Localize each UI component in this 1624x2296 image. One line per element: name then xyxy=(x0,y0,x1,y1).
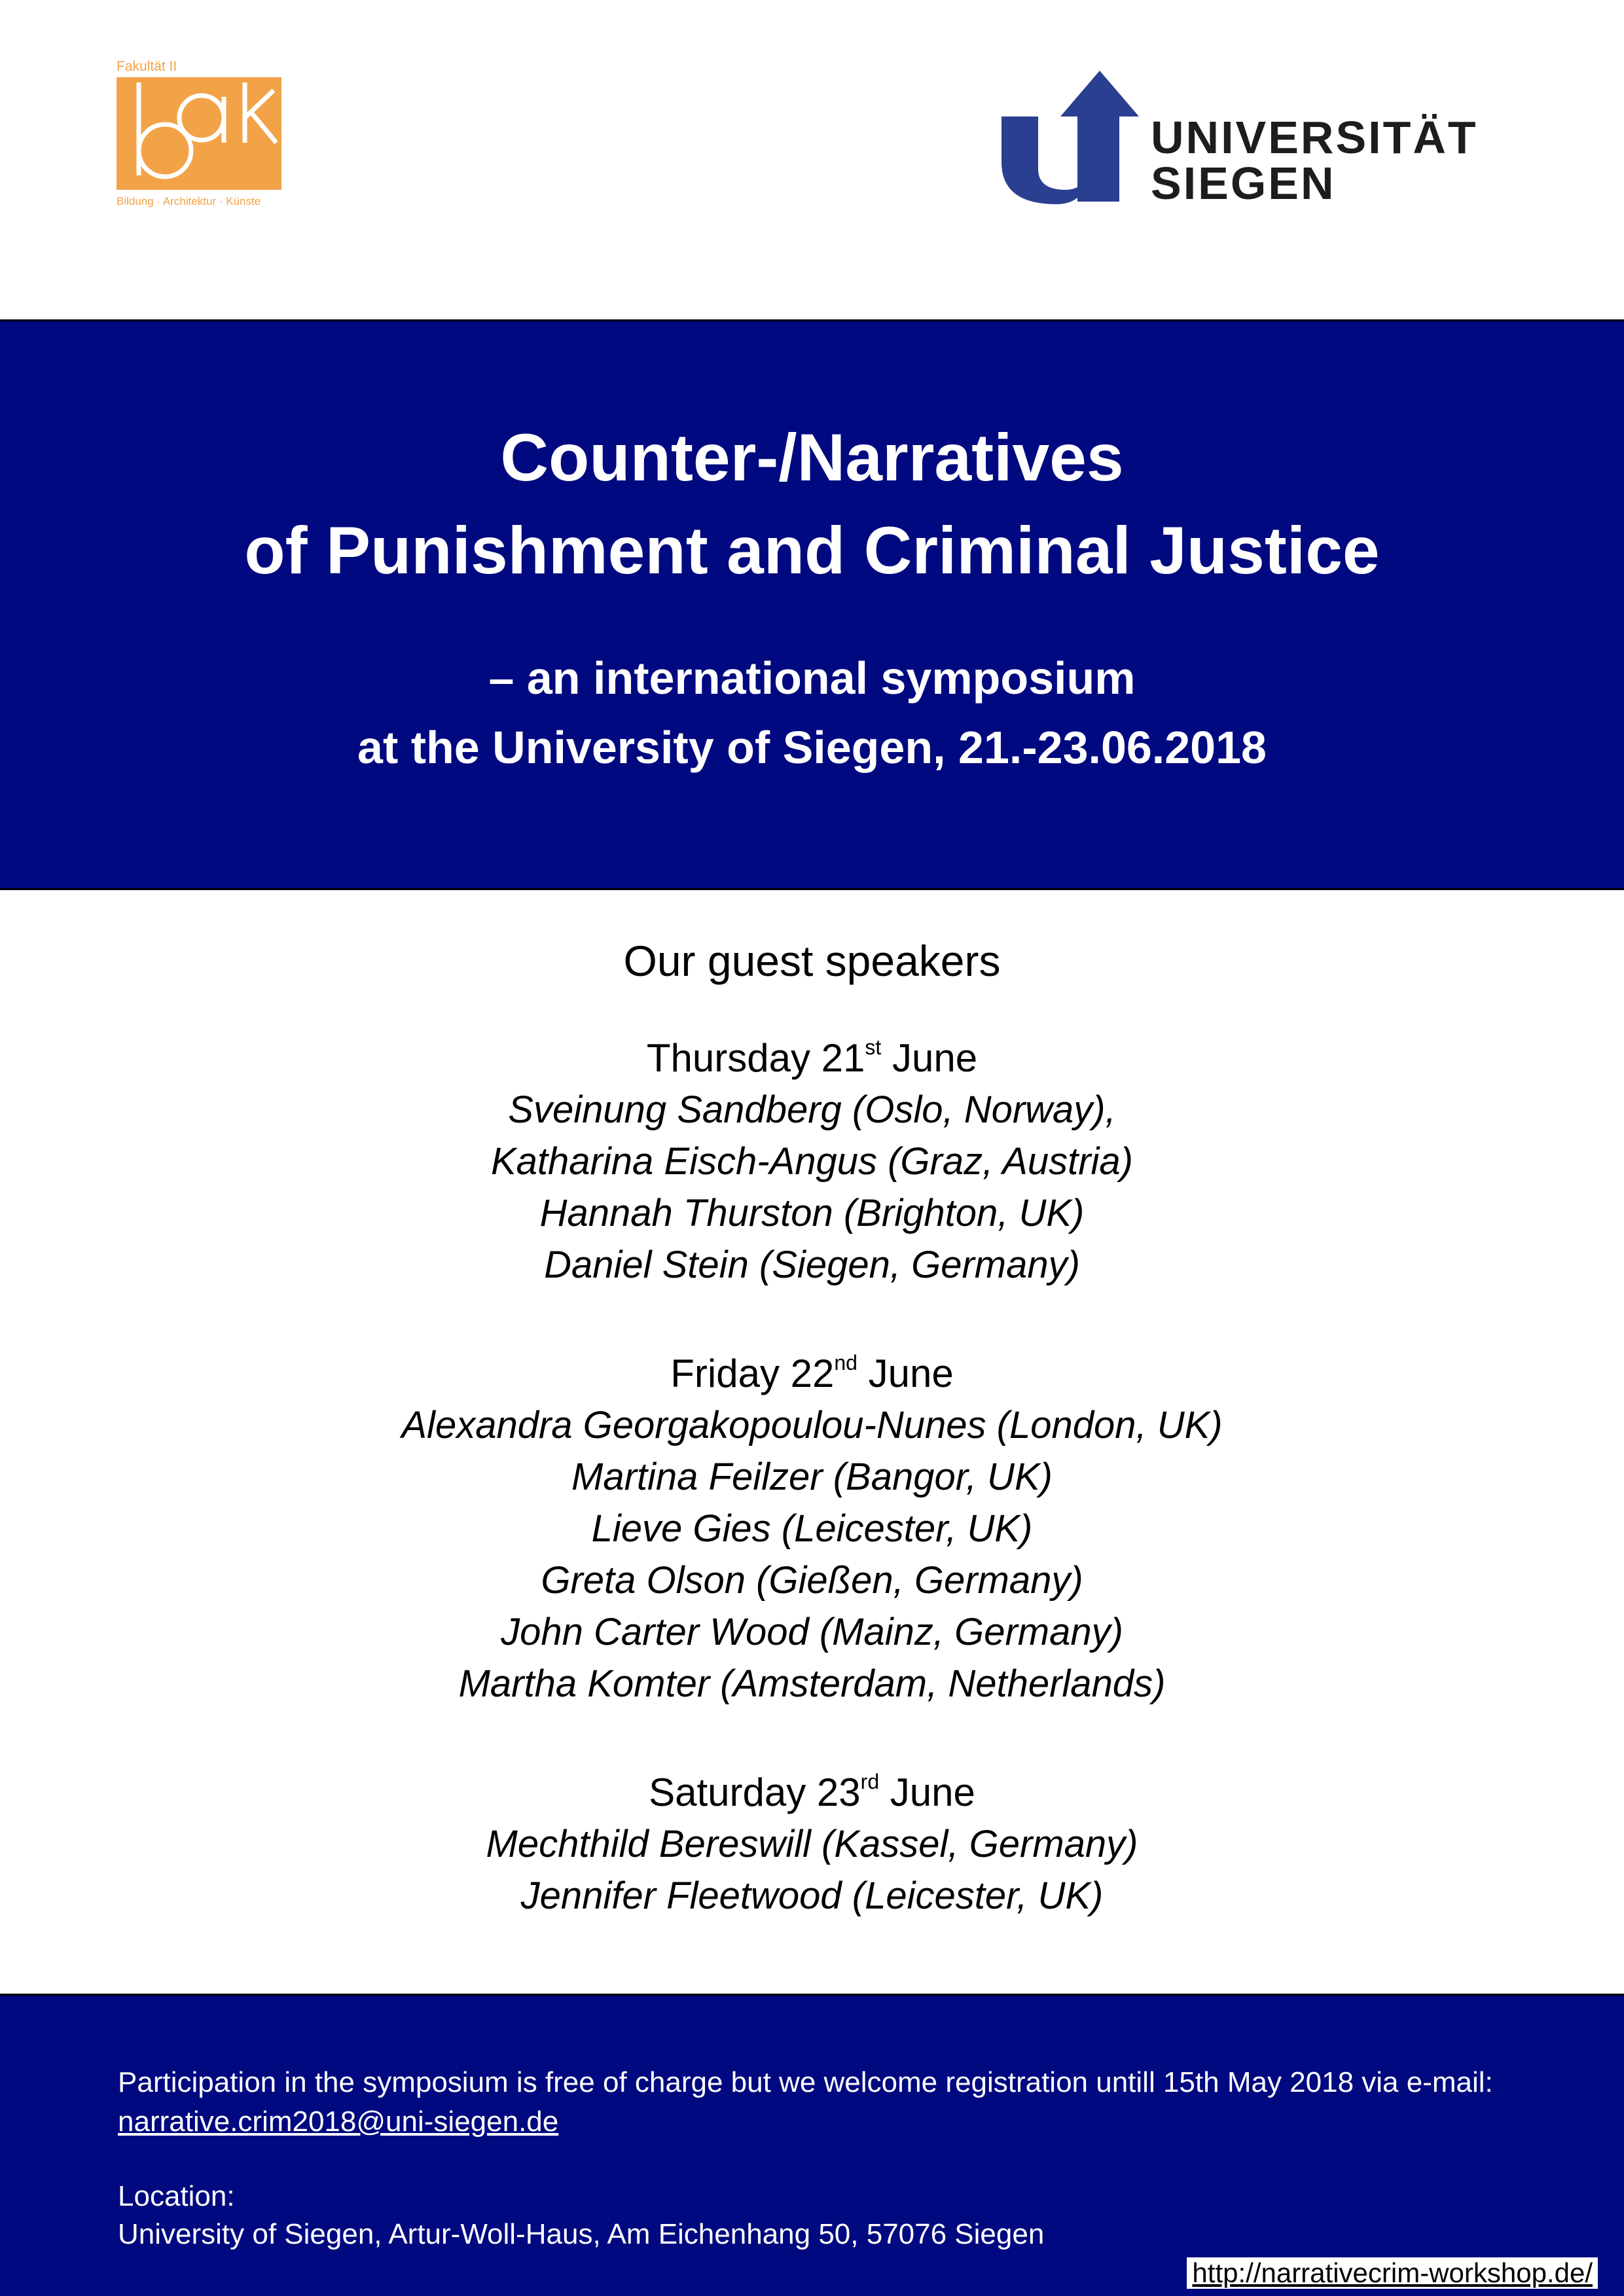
website-link[interactable]: http://narrativecrim-workshop.de/ xyxy=(1187,2257,1598,2289)
faculty-logo-mark xyxy=(117,77,281,190)
day-heading xyxy=(0,1767,1624,1818)
speaker-item: John Carter Wood (Mainz, Germany) xyxy=(501,1611,1123,1653)
day-group-thursday xyxy=(0,1033,1624,1291)
day-label: Friday 22 xyxy=(670,1352,835,1395)
speaker-item: Martina Feilzer (Bangor, UK) xyxy=(571,1456,1053,1498)
day-label: Thursday 21 xyxy=(646,1036,865,1080)
day-heading xyxy=(0,1348,1624,1399)
day-label: Saturday 23 xyxy=(649,1770,861,1814)
location-address: University of Siegen, Artur-Woll-Haus, Am Eichenhang 50, 57076 Siegen xyxy=(118,2218,1045,2250)
faculty-caption: Bildung · Architektur · Künste xyxy=(117,195,261,207)
title-banner xyxy=(0,319,1624,890)
faculty-logo xyxy=(117,59,287,216)
speaker-item: Sveinung Sandberg (Oslo, Norway), xyxy=(508,1088,1116,1131)
title-line-2: of Punishment and Criminal Justice xyxy=(244,513,1380,588)
speaker-item: Katharina Eisch-Angus (Graz, Austria) xyxy=(490,1140,1133,1183)
registration-note: Participation in the symposium is free of charge but we welcome registration untill 15th May 2018 via e-mail: xyxy=(118,2066,1493,2098)
speaker-item: Martha Komter (Amsterdam, Netherlands) xyxy=(458,1662,1166,1705)
faculty-kicker: Fakultät II xyxy=(117,59,177,74)
day-month: June xyxy=(868,1352,954,1395)
speaker-item: Lieve Gies (Leicester, UK) xyxy=(591,1507,1033,1550)
speaker-item: Jennifer Fleetwood (Leicester, UK) xyxy=(520,1874,1104,1917)
registration-email-link[interactable]: narrative.crim2018@uni-siegen.de xyxy=(118,2106,559,2138)
day-heading xyxy=(0,1033,1624,1084)
day-month: June xyxy=(890,1770,975,1814)
subtitle-line-2: at the University of Siegen, 21.-23.06.2018 xyxy=(357,722,1267,773)
university-arrow-u-icon xyxy=(1001,71,1139,208)
title-line-1: Counter-/Narratives xyxy=(500,420,1124,495)
speaker-item: Greta Olson (Gießen, Germany) xyxy=(541,1559,1083,1602)
speaker-item: Alexandra Georgakopoulou-Nunes (London, UK) xyxy=(401,1404,1223,1446)
day-group-friday xyxy=(0,1348,1624,1710)
day-month: June xyxy=(892,1036,978,1080)
speakers-section xyxy=(0,936,1624,1979)
bak-letters-graphic xyxy=(117,77,281,190)
speaker-item: Daniel Stein (Siegen, Germany) xyxy=(544,1244,1080,1286)
footer-banner xyxy=(0,1994,1624,2296)
day-ordinal: nd xyxy=(834,1351,857,1374)
subtitle-line-1: – an international symposium xyxy=(488,653,1136,704)
university-logo xyxy=(1001,71,1478,209)
speakers-heading: Our guest speakers xyxy=(623,937,1001,985)
university-name-line2: SIEGEN xyxy=(1151,158,1336,209)
day-ordinal: st xyxy=(865,1035,882,1059)
location-label: Location: xyxy=(118,2180,235,2212)
day-ordinal: rd xyxy=(860,1770,880,1793)
university-name-line1: UNIVERSITÄT xyxy=(1151,112,1478,163)
day-group-saturday xyxy=(0,1767,1624,1922)
speaker-item: Mechthild Bereswill (Kassel, Germany) xyxy=(486,1823,1138,1865)
speaker-item: Hannah Thurston (Brighton, UK) xyxy=(539,1192,1085,1234)
